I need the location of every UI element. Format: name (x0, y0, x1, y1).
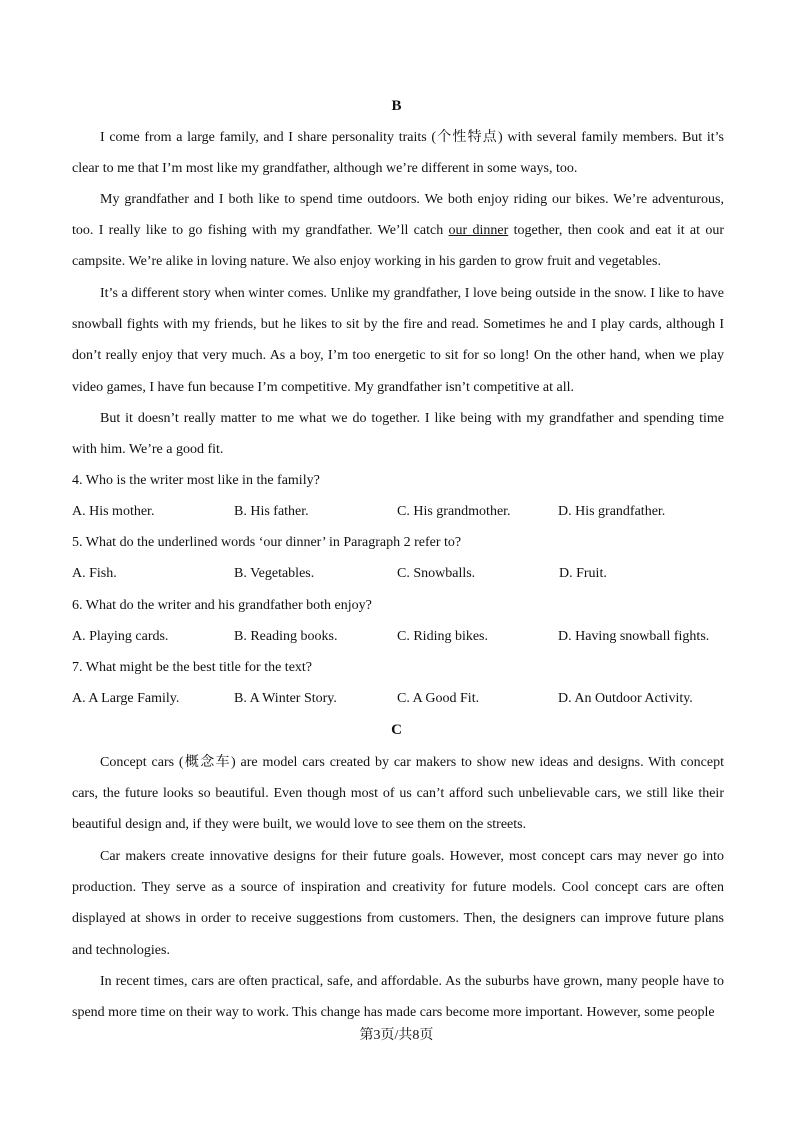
question-7-option-d[interactable]: D. An Outdoor Activity. (558, 691, 693, 706)
paragraph-2-text-after: together, then cook and eat it at our campsite. We’re alike in loving nature. We also enjoy working in his garden to grow fruit and vegetables. (72, 223, 725, 270)
question-4-option-b[interactable]: B. His father. (234, 504, 309, 519)
question-7-option-a[interactable]: A. A Large Family. (72, 691, 180, 706)
question-5-option-d[interactable]: D. Fruit. (559, 566, 607, 581)
section-c-paragraph-2: Car makers create innovative designs for their future goals. However, most concept cars may never go into production. They serve as a source of inspiration and creativity for future models. Cool concept cars are often displayed at shows in order to receive suggestions from customers. Then, the designers can improve future plans and technologies. (72, 849, 724, 958)
question-5-option-a[interactable]: A. Fish. (72, 566, 117, 581)
page-number-footer: 第3页/共8页 (359, 1028, 434, 1043)
question-6-option-c[interactable]: C. Riding bikes. (397, 629, 489, 644)
paragraph-2-text-before: My grandfather and I both like to spend time outdoors. We both enjoy riding our bikes. We’re adventurous, too. I really like to go fishing with my grandfather. We’ll catch (72, 192, 724, 239)
question-4-option-a[interactable]: A. His mother. (72, 504, 155, 519)
section-c-heading: C (391, 722, 402, 738)
question-5-option-b[interactable]: B. Vegetables. (234, 566, 315, 581)
question-6-stem: 6. What do the writer and his grandfather both enjoy? (72, 598, 372, 613)
section-b-paragraph-1: I come from a large family, and I share personality traits (个性特点) with several family members. But it’s clear to me that I’m most like my grandfather, although we’re different in some ways, too. (72, 130, 724, 177)
question-7-option-c[interactable]: C. A Good Fit. (397, 691, 480, 706)
question-4-option-c[interactable]: C. His grandmother. (397, 504, 511, 519)
question-6-option-d[interactable]: D. Having snowball fights. (558, 629, 710, 644)
question-6-options (72, 627, 732, 647)
question-6-option-a[interactable]: A. Playing cards. (72, 629, 169, 644)
section-c-paragraph-3: In recent times, cars are often practical, safe, and affordable. As the suburbs have grown, many people have to spend more time on their way to work. This change has made cars become more important. However, some people (72, 974, 724, 1021)
section-b-paragraph-4: But it doesn’t really matter to me what we do together. I like being with my grandfather and spending time with him. We’re a good fit. (72, 411, 724, 458)
underlined-our-dinner: our dinner (448, 223, 509, 239)
section-b-heading: B (391, 98, 402, 114)
section-c-paragraph-1: Concept cars (概念车) are model cars created by car makers to show new ideas and designs. With concept cars, the future looks so beautiful. Even though most of us can’t afford such unbelievable cars, we still like their beautiful design and, if they were built, we would love to see them on the streets. (72, 755, 724, 833)
question-4-option-d[interactable]: D. His grandfather. (558, 504, 666, 519)
section-b-paragraph-2 (72, 184, 724, 278)
question-4-options (72, 502, 732, 522)
question-5-option-c[interactable]: C. Snowballs. (397, 566, 476, 581)
question-7-stem: 7. What might be the best title for the text? (72, 660, 313, 675)
question-7-option-b[interactable]: B. A Winter Story. (234, 691, 337, 706)
section-b-paragraph-3: It’s a different story when winter comes. Unlike my grandfather, I love being outside in the snow. I like to have snowball fights with my friends, but he likes to sit by the fire and read. Sometimes he and I play cards, although I don’t really enjoy that very much. As a boy, I’m too energetic to sit for so long! On the other hand, when we play video games, I have fun because I’m competitive. My grandfather isn’t competitive at all. (72, 286, 724, 395)
question-5-stem: 5. What do the underlined words ‘our dinner’ in Paragraph 2 refer to? (72, 535, 462, 550)
question-4-stem: 4. Who is the writer most like in the family? (72, 473, 320, 488)
question-5-options (72, 564, 732, 584)
question-7-options (72, 689, 732, 709)
question-6-option-b[interactable]: B. Reading books. (234, 629, 338, 644)
